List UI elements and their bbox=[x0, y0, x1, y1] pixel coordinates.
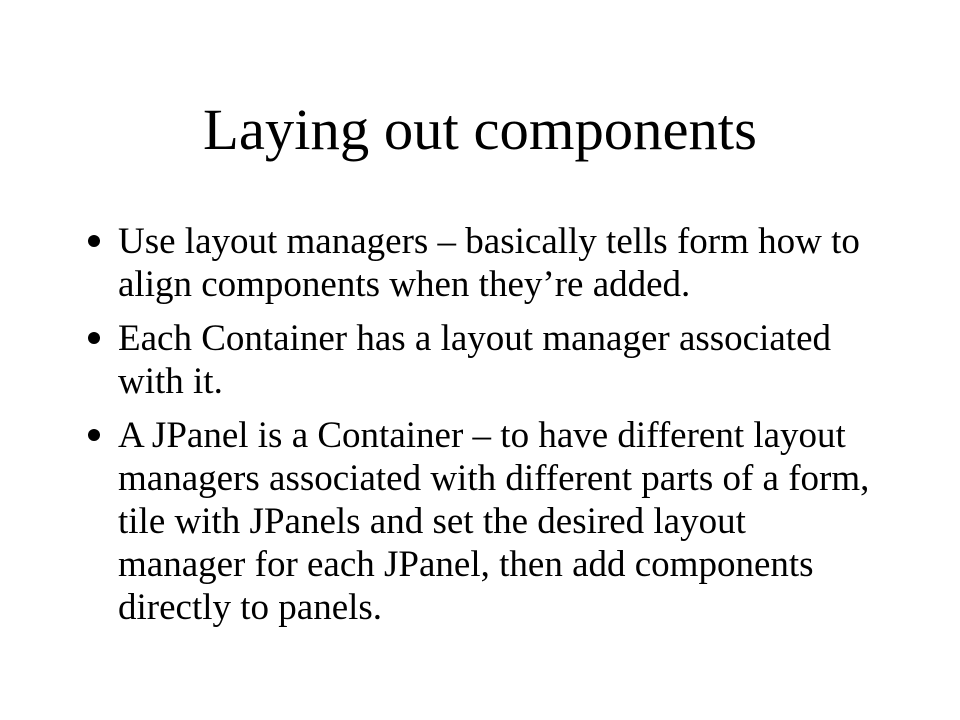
bullet-text-line: align components when they’re added. bbox=[118, 264, 691, 305]
bullet-text-line: directly to panels. bbox=[118, 587, 383, 628]
bullet-text-line: manager for each JPanel, then add components bbox=[118, 544, 814, 585]
bullet-text-line: tile with JPanels and set the desired layout bbox=[118, 501, 746, 542]
bullet-text-line: Use layout managers – basically tells form how to bbox=[118, 221, 860, 262]
bullet-text-line: Each Container has a layout manager associated bbox=[118, 318, 831, 359]
bullet-text-line: A JPanel is a Container – to have different layout bbox=[118, 415, 846, 456]
bullet-icon bbox=[88, 235, 100, 247]
bullet-text-line: with it. bbox=[118, 361, 223, 402]
bullet-item bbox=[88, 414, 948, 629]
bullet-item bbox=[88, 317, 948, 403]
bullet-item bbox=[88, 220, 948, 306]
bullet-icon bbox=[88, 429, 100, 441]
bullet-list bbox=[88, 220, 948, 629]
slide-title: Laying out components bbox=[203, 97, 757, 162]
bullet-text-line: managers associated with different parts of a form, bbox=[118, 458, 870, 499]
bullet-icon bbox=[88, 332, 100, 344]
